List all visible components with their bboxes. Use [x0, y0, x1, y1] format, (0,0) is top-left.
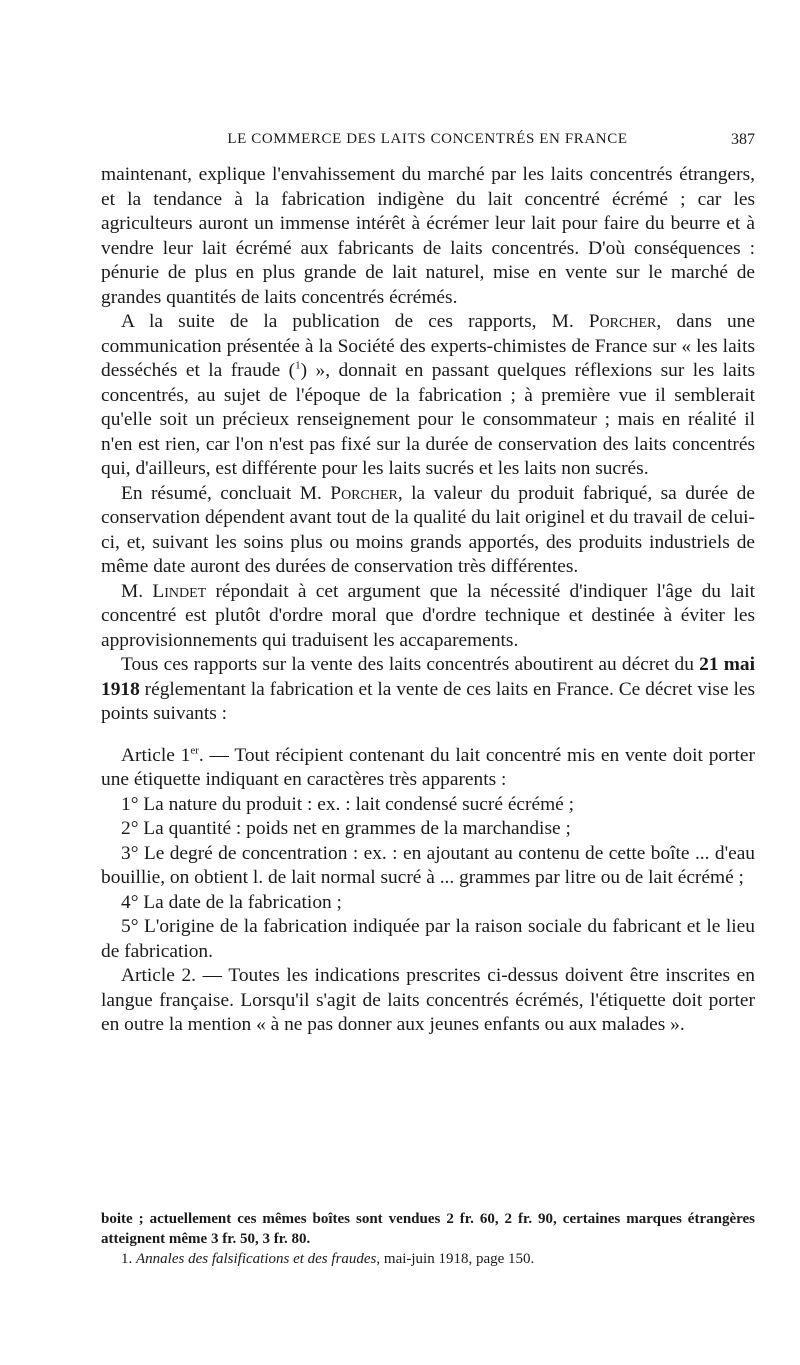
article-1-item-1: 1° La nature du produit : ex. : lait condensé sucré écrémé ; — [121, 793, 575, 815]
article-1-item-5: 5° L'origine de la fabrication indiquée par la raison sociale du fabricant et le lieu de fabrication. — [101, 916, 755, 962]
decree-articles — [101, 744, 755, 1038]
paragraph-5: Tous ces rapports sur la vente des laits concentrés aboutirent au décret du 21 mai 1918 réglementant la fabrication et la vente de ces laits en France. Ce décret vise les points suivants : — [101, 654, 755, 724]
page-number: 387 — [731, 131, 755, 148]
footnote-1-title: Annales des falsifications et des fraudes — [136, 1251, 377, 1267]
footnote-continuation: boite ; actuellement ces mêmes boîtes sont vendues 2 fr. 60, 2 fr. 90, certaines marques étrangères atteignent même 3 fr. 50, 3 fr. 80. — [101, 1211, 755, 1247]
paragraph-1: maintenant, explique l'envahissement du marché par les laits concentrés étrangers, et la tendance à la fabrication indigène du lait concentré écrémé ; car les agriculteurs auront un immense intérêt à écrémer leur lait pour faire du beurre et à vendre leur lait écrémé aux fabricants de laits concentrés. D'où conséquences : pénurie de plus en plus grande de lait naturel, mise en vente sur le marché de grandes quantités de laits concentrés écrémés. — [101, 164, 755, 308]
article-1-item-4: 4° La date de la fabrication ; — [121, 891, 342, 913]
paragraph-3: En résumé, concluait M. Porcher, la valeur du produit fabriqué, sa durée de conservation dépendent avant tout de la qualité du lait originel et du travail de celui-ci, et, suivant les soins plus ou moins grands apportés, des produits industriels de même date auront des durées de conservation très différentes. — [101, 482, 755, 577]
footnote-1: 1. Annales des falsifications et des fraudes, mai-juin 1918, page 150. — [121, 1251, 535, 1267]
paragraph-4: M. Lindet répondait à cet argument que la nécessité d'indiquer l'âge du lait concentré est plutôt d'ordre moral que d'ordre technique et destinée à éviter les approvisionnements qui traduisent les accaparements. — [101, 580, 755, 651]
decree-date: 21 mai 1918 — [101, 654, 755, 700]
article-2: Article 2. — Toutes les indications prescrites ci-dessus doivent être inscrites en langue française. Lorsqu'il s'agit de laits concentrés écrémés, l'étiquette doit porter en outre la mention « à ne pas donner aux jeunes enfants ou aux malades ». — [101, 965, 755, 1035]
author-name-lindet: Lindet — [152, 580, 207, 602]
author-name-porcher-2: Porcher — [330, 482, 398, 504]
article-1: Article 1er. — Tout récipient contenant du lait concentré mis en vente doit porter une étiquette indiquant en caractères très apparents : — [101, 744, 755, 790]
paragraph-2: A la suite de la publication de ces rapports, M. Porcher, dans une communication présentée à la Société des experts-chimistes de France sur « les laits desséchés et la fraude ($^1$) », donnait en passant quelques réflexions sur les laits concentrés, au sujet de l'époque de la fabrication ; à première vue il semblerait qu'elle soit un précieux renseignement pour le consommateur ; mais en réalité il n'en est rien, car l'on n'est pas fixé sur la durée de conservation des laits concentrés qui, d'ailleurs, est différente pour les laits sucrés et les laits non sucrés. — [101, 311, 755, 479]
footnote-ref: 1 — [295, 359, 301, 372]
article-1-item-2: 2° La quantité : poids net en grammes de la marchandise ; — [121, 818, 571, 839]
footnotes — [101, 1209, 755, 1269]
article-1-item-3: 3° Le degré de concentration : ex. : en ajoutant au contenu de cette boîte ... d'eau bouillie, on obtient l. de lait normal sucré à ... grammes par litre ou de lait écrémé ; — [101, 842, 755, 888]
author-name-porcher: Porcher — [588, 311, 657, 332]
page-header — [100, 128, 755, 152]
body-text — [101, 163, 755, 1038]
running-title: LE COMMERCE DES LAITS CONCENTRÉS EN FRANCE — [227, 131, 628, 147]
